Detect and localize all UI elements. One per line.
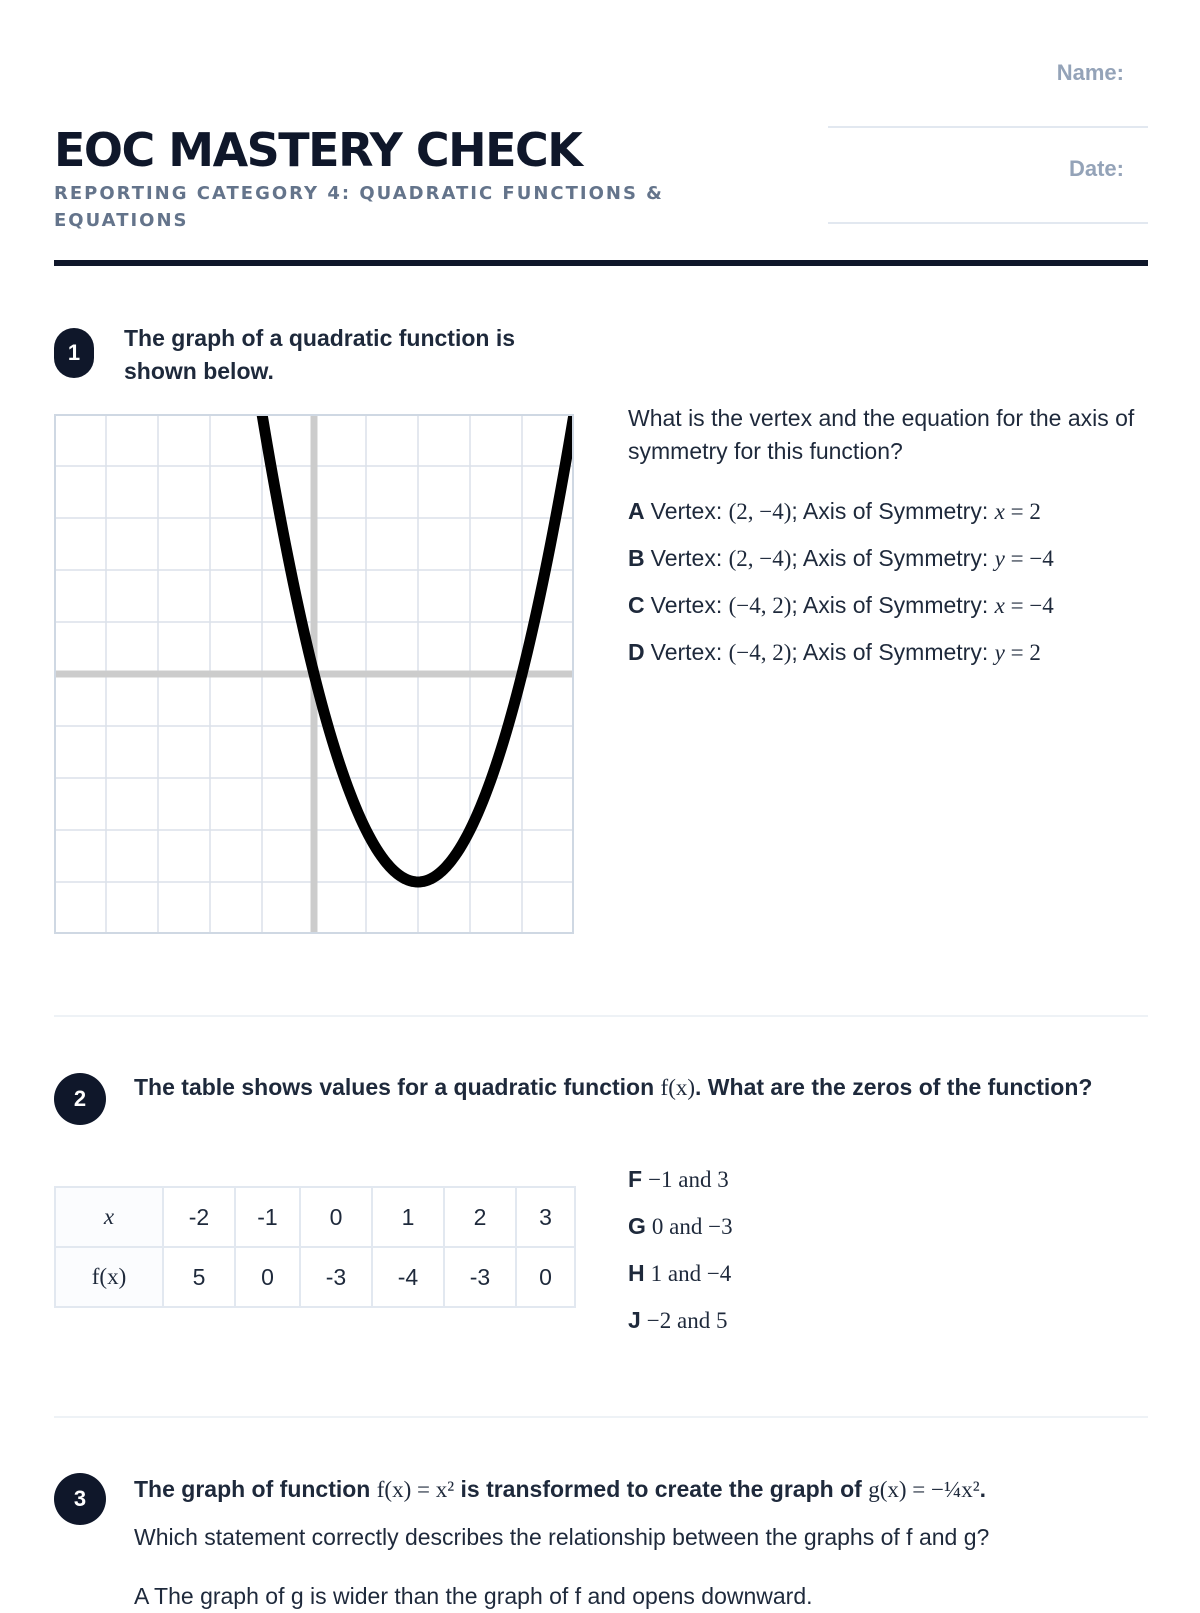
page-subtitle: REPORTING CATEGORY 4: QUADRATIC FUNCTIONS & EQUATIONS (54, 183, 664, 231)
table-cell: -1 (235, 1187, 300, 1247)
header-divider (54, 260, 1148, 266)
choice-g[interactable]: G 0 and −3 (628, 1213, 733, 1239)
question-2-stem: The table shows values for a quadratic function f(x). What are the zeros of the function? (134, 1074, 1093, 1100)
section-divider (54, 1015, 1148, 1017)
parabola-curve (210, 414, 574, 882)
table-cell: 5 (163, 1247, 235, 1307)
question-3-prompt: Which statement correctly describes the relationship between the graphs of f and g? (134, 1524, 990, 1550)
table-cell: 3 (516, 1187, 575, 1247)
choice-d[interactable]: D Vertex: (−4, 2); Axis of Symmetry: y = 2 (628, 639, 1041, 665)
table-cell: -2 (163, 1187, 235, 1247)
choice-b[interactable]: B Vertex: (2, −4); Axis of Symmetry: y = −4 (628, 545, 1054, 571)
page-title: EOC MASTERY CHECK (54, 123, 582, 177)
question-2-number: 2 (54, 1073, 106, 1125)
table-row (55, 1187, 575, 1247)
function-values-table (54, 1186, 576, 1308)
question-3-number: 3 (54, 1473, 106, 1525)
table-header-fx: f(x) (55, 1247, 163, 1307)
question-1-stem: The graph of a quadratic function is shown below. (124, 325, 516, 384)
choice-c[interactable]: C Vertex: (−4, 2); Axis of Symmetry: x = −4 (628, 592, 1054, 618)
table-cell: -4 (372, 1247, 444, 1307)
name-label: Name: (1056, 60, 1124, 85)
section-divider (54, 1416, 1148, 1418)
table-cell: 2 (444, 1187, 516, 1247)
question-1-number: 1 (54, 328, 94, 378)
choice-j[interactable]: J −2 and 5 (628, 1307, 728, 1333)
name-field[interactable] (828, 126, 1148, 128)
table-cell: -3 (444, 1247, 516, 1307)
table-cell: 0 (300, 1187, 372, 1247)
choice-a[interactable]: A Vertex: (2, −4); Axis of Symmetry: x = 2 (628, 498, 1041, 524)
table-row (55, 1247, 575, 1307)
date-field[interactable] (828, 222, 1148, 224)
choice-a-q3[interactable]: A The graph of g is wider than the graph of f and opens downward. (134, 1583, 813, 1609)
question-2-choices (628, 1165, 733, 1353)
date-label: Date: (1068, 156, 1124, 181)
table-cell: 1 (372, 1187, 444, 1247)
table-header-x: x (55, 1187, 163, 1247)
question-3-stem: The graph of function f(x) = x² is transformed to create the graph of g(x) = −¼x². (134, 1476, 986, 1502)
table-cell: 0 (516, 1247, 575, 1307)
question-1-prompt: What is the vertex and the equation for the axis of symmetry for this function? (628, 405, 1135, 464)
table-cell: -3 (300, 1247, 372, 1307)
quadratic-graph (54, 414, 574, 934)
choice-f[interactable]: F −1 and 3 (628, 1166, 729, 1192)
question-1-choices (628, 497, 1054, 685)
table-cell: 0 (235, 1247, 300, 1307)
choice-h[interactable]: H 1 and −4 (628, 1260, 732, 1286)
